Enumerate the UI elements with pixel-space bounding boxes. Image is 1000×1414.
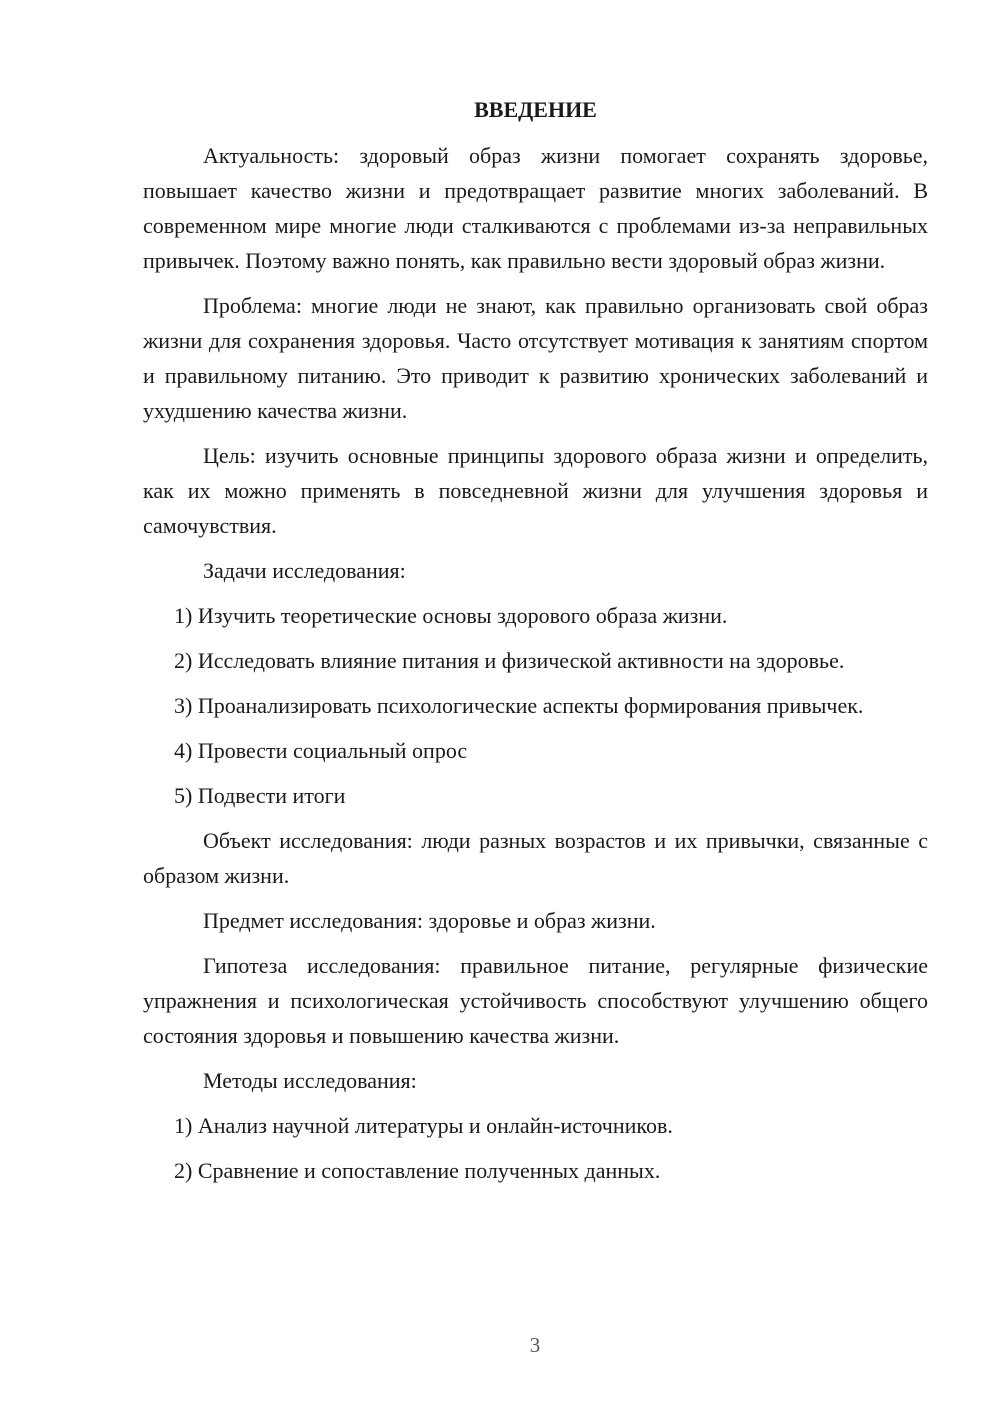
document-page bbox=[143, 92, 928, 1198]
subject-paragraph: Предмет исследования: здоровье и образ жизни. bbox=[203, 908, 656, 933]
list-item: 1) Изучить теоретические основы здорового образа жизни. bbox=[174, 603, 728, 628]
tasks-list bbox=[143, 598, 928, 813]
methods-title: Методы исследования: bbox=[203, 1068, 417, 1093]
list-item: 3) Проанализировать психологические аспекты формирования привычек. bbox=[174, 693, 864, 718]
list-item: 5) Подвести итоги bbox=[174, 783, 346, 808]
relevance-paragraph: Актуальность: здоровый образ жизни помогает сохранять здоровье, повышает качество жизни и предотвращает развитие многих заболеваний. В современном мире многие люди сталкиваются с проблемами из-за неправильных привычек. Поэтому важно понять, как правильно вести здоровый образ жизни. bbox=[143, 143, 928, 273]
page-heading: ВВЕДЕНИЕ bbox=[474, 97, 597, 122]
problem-paragraph: Проблема: многие люди не знают, как правильно организовать свой образ жизни для сохранения здоровья. Часто отсутствует мотивация к занятиям спортом и правильному питанию. Это приводит к развитию хронических заболеваний и ухудшению качества жизни. bbox=[143, 293, 928, 423]
page-number: 3 bbox=[529, 1333, 541, 1357]
tasks-title: Задачи исследования: bbox=[203, 558, 406, 583]
list-item: 2) Исследовать влияние питания и физической активности на здоровье. bbox=[174, 648, 845, 673]
goal-paragraph: Цель: изучить основные принципы здорового образа жизни и определить, как их можно применять в повседневной жизни для улучшения здоровья и самочувствия. bbox=[143, 443, 928, 538]
hypothesis-paragraph: Гипотеза исследования: правильное питание, регулярные физические упражнения и психологическая устойчивость способствуют улучшению общего состояния здоровья и повышению качества жизни. bbox=[143, 953, 928, 1048]
list-item: 2) Сравнение и сопоставление полученных данных. bbox=[174, 1158, 661, 1183]
list-item: 4) Провести социальный опрос bbox=[174, 738, 468, 763]
methods-list bbox=[143, 1108, 928, 1188]
list-item: 1) Анализ научной литературы и онлайн-источников. bbox=[174, 1113, 673, 1138]
object-paragraph: Объект исследования: люди разных возрастов и их привычки, связанные с образом жизни. bbox=[143, 828, 928, 888]
